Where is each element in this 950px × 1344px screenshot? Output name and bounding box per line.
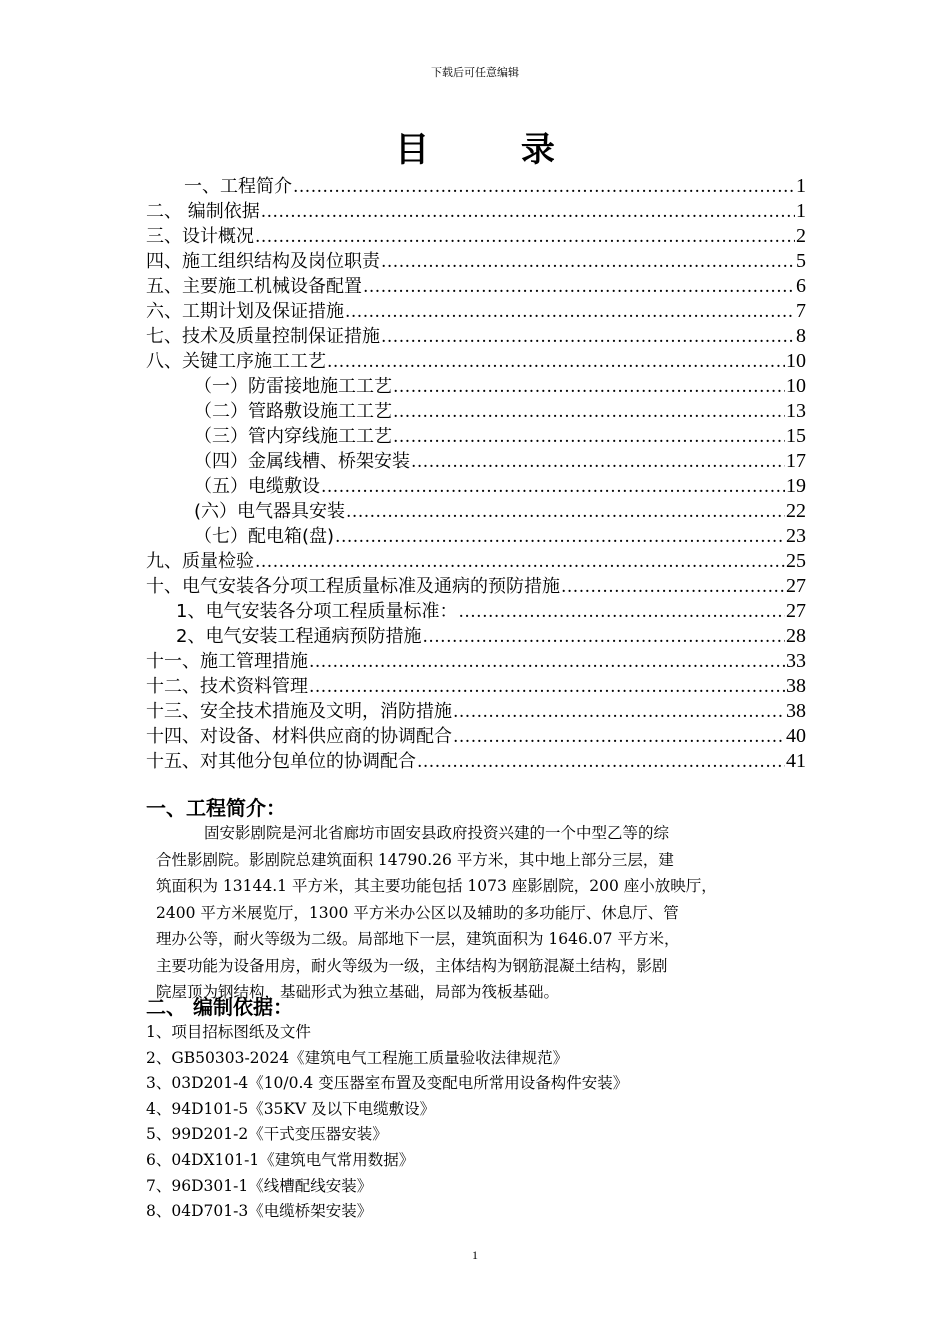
toc-entry-label: 十、电气安装各分项工程质量标准及通病的预防措施 — [146, 576, 560, 597]
list-item: 2、GB50303-2024《建筑电气工程施工质量验收法律规范》 — [146, 1048, 569, 1067]
toc-entry[interactable] — [146, 749, 806, 774]
toc-entry-page: 27 — [786, 575, 806, 597]
toc-entry-page: 41 — [786, 750, 806, 772]
toc-entry[interactable] — [146, 274, 806, 299]
table-of-contents — [146, 174, 806, 774]
toc-entry[interactable] — [146, 424, 806, 449]
toc-entry[interactable] — [146, 699, 806, 724]
toc-entry-label: （一）防雷接地施工工艺 — [194, 376, 392, 397]
toc-leader-dots — [293, 175, 795, 200]
toc-entry-page: 19 — [786, 475, 806, 497]
toc-entry-label: （二）管路敷设施工工艺 — [194, 401, 392, 422]
toc-leader-dots — [381, 325, 795, 350]
project-overview-paragraph — [146, 820, 796, 1006]
basis-list — [146, 1020, 796, 1225]
toc-entry-label: （七）配电箱(盘) — [194, 526, 335, 547]
toc-entry[interactable] — [146, 724, 806, 749]
toc-entry-page: 38 — [786, 675, 806, 697]
toc-entry-page: 25 — [786, 550, 806, 572]
list-item: 3、03D201-4《10/0.4 变压器室布置及变配电所常用设备构件安装》 — [146, 1074, 629, 1093]
toc-leader-dots — [309, 650, 785, 675]
toc-entry-page: 10 — [786, 350, 806, 372]
toc-entry[interactable] — [146, 299, 806, 324]
toc-entry[interactable] — [146, 399, 806, 424]
toc-entry-label: 五、主要施工机械设备配置 — [146, 276, 362, 297]
paragraph-line: 理办公等，耐火等级为二级。局部地下一层，建筑面积为 1646.07 平方米， — [156, 930, 680, 948]
toc-entry[interactable] — [146, 599, 806, 624]
paragraph-line: 合性影剧院。影剧院总建筑面积 14790.26 平方米，其中地上部分三层，建 — [156, 850, 674, 869]
toc-entry-page: 27 — [786, 600, 806, 622]
toc-leader-dots — [393, 375, 785, 400]
paragraph-line: 筑面积为 13144.1 平方米，其主要功能包括 1073 座影剧院，200 座小放映厅， — [156, 877, 717, 895]
toc-entry[interactable] — [146, 174, 806, 199]
toc-leader-dots — [327, 350, 785, 375]
list-item: 6、04DX101-1《建筑电气常用数据》 — [146, 1150, 415, 1169]
toc-leader-dots — [381, 250, 795, 275]
toc-entry-page: 7 — [796, 300, 806, 322]
toc-entry[interactable] — [146, 224, 806, 249]
toc-leader-dots — [255, 550, 785, 575]
toc-leader-dots — [411, 450, 785, 475]
toc-entry-label: 六、工期计划及保证措施 — [146, 301, 344, 322]
toc-leader-dots — [345, 300, 795, 325]
list-item: 7、96D301-1《线槽配线安装》 — [146, 1176, 373, 1195]
page-header: 下载后可任意编辑 — [431, 66, 519, 79]
toc-entry-page: 28 — [786, 625, 806, 647]
list-item: 1、项目招标图纸及文件 — [146, 1023, 311, 1041]
toc-entry-page: 23 — [786, 525, 806, 547]
toc-leader-dots — [346, 500, 785, 525]
toc-entry[interactable] — [146, 374, 806, 399]
toc-leader-dots — [417, 750, 785, 775]
toc-entry-page: 10 — [786, 375, 806, 397]
toc-entry-page: 38 — [786, 700, 806, 722]
toc-leader-dots — [363, 275, 795, 300]
toc-leader-dots — [453, 725, 785, 750]
toc-entry[interactable] — [146, 624, 806, 649]
toc-entry-label: 八、关键工序施工工艺 — [146, 351, 326, 372]
toc-entry-label: 一、工程简介 — [184, 176, 292, 197]
toc-entry-label: 四、施工组织结构及岗位职责 — [146, 251, 380, 272]
paragraph-line: 2400 平方米展览厅，1300 平方米办公区以及辅助的多功能厅、休息厅、管 — [156, 903, 679, 922]
toc-leader-dots — [393, 400, 785, 425]
toc-entry[interactable] — [146, 649, 806, 674]
toc-entry-page: 15 — [786, 425, 806, 447]
toc-entry[interactable] — [146, 674, 806, 699]
list-item: 8、04D701-3《电缆桥架安装》 — [146, 1202, 373, 1221]
toc-leader-dots — [335, 525, 785, 550]
toc-entry[interactable] — [146, 349, 806, 374]
toc-entry-page: 33 — [786, 650, 806, 672]
toc-leader-dots — [255, 225, 795, 250]
toc-entry-label: 九、质量检验 — [146, 551, 254, 572]
toc-entry-page: 2 — [796, 225, 806, 247]
toc-title: 目 录 — [395, 130, 595, 170]
toc-entry-page: 1 — [796, 200, 806, 222]
toc-entry[interactable] — [146, 249, 806, 274]
toc-leader-dots — [453, 700, 785, 725]
list-item: 4、94D101-5《35KV 及以下电缆敷设》 — [146, 1099, 436, 1118]
toc-entry-page: 13 — [786, 400, 806, 422]
toc-entry-page: 17 — [786, 450, 806, 472]
section-heading-project-overview: 一、工程简介： — [146, 796, 286, 820]
toc-leader-dots — [458, 600, 785, 625]
paragraph-line: 固安影剧院是河北省廊坊市固安县政府投资兴建的一个中型乙等的综 — [204, 824, 670, 842]
toc-entry-page: 8 — [796, 325, 806, 347]
toc-entry-label: (六）电气器具安装 — [194, 501, 346, 522]
list-item: 5、99D201-2《干式变压器安装》 — [146, 1125, 388, 1144]
toc-entry-label: 三、设计概况 — [146, 226, 254, 247]
toc-entry-label: 十二、技术资料管理 — [146, 676, 308, 697]
toc-entry-label: （五）电缆敷设 — [194, 476, 320, 497]
toc-entry-label: 七、技术及质量控制保证措施 — [146, 326, 380, 347]
toc-entry[interactable] — [146, 474, 806, 499]
toc-entry-page: 6 — [796, 275, 806, 297]
toc-entry-label: 十一、施工管理措施 — [146, 651, 308, 672]
toc-entry-page: 1 — [796, 175, 806, 197]
toc-leader-dots — [422, 625, 785, 650]
paragraph-line: 主要功能为设备用房，耐火等级为一级，主体结构为钢筋混凝土结构，影剧 — [156, 956, 668, 975]
toc-leader-dots — [321, 475, 785, 500]
toc-entry[interactable] — [146, 324, 806, 349]
toc-entry-label: 1、电气安装各分项工程质量标准： — [176, 601, 458, 622]
toc-entry-page: 40 — [786, 725, 806, 747]
toc-entry[interactable] — [146, 449, 806, 474]
toc-entry-label: （三）管内穿线施工工艺 — [194, 426, 392, 447]
page-number: 1 — [472, 1248, 478, 1262]
toc-leader-dots — [561, 575, 785, 600]
toc-entry-page: 5 — [796, 250, 806, 272]
toc-entry-page: 22 — [786, 500, 806, 522]
toc-entry-label: 十四、对设备、材料供应商的协调配合 — [146, 726, 452, 747]
toc-entry[interactable] — [146, 549, 806, 574]
toc-entry[interactable] — [146, 199, 806, 224]
toc-leader-dots — [261, 200, 795, 225]
toc-entry[interactable] — [146, 524, 806, 549]
toc-entry[interactable] — [146, 574, 806, 599]
toc-entry-label: 二、 编制依据 — [146, 201, 260, 222]
toc-leader-dots — [393, 425, 785, 450]
section-heading-basis: 二、 编制依据： — [146, 995, 293, 1019]
toc-entry-label: 十三、安全技术措施及文明，消防措施 — [146, 701, 452, 722]
toc-entry-label: （四）金属线槽、桥架安装 — [194, 451, 410, 472]
toc-entry-label: 十五、对其他分包单位的协调配合 — [146, 751, 416, 772]
toc-entry[interactable] — [146, 499, 806, 524]
paragraph-line: 院屋顶为钢结构，基础形式为独立基础，局部为筏板基础。 — [156, 983, 560, 1001]
toc-entry-label: 2、电气安装工程通病预防措施 — [176, 626, 422, 647]
toc-leader-dots — [309, 675, 785, 700]
